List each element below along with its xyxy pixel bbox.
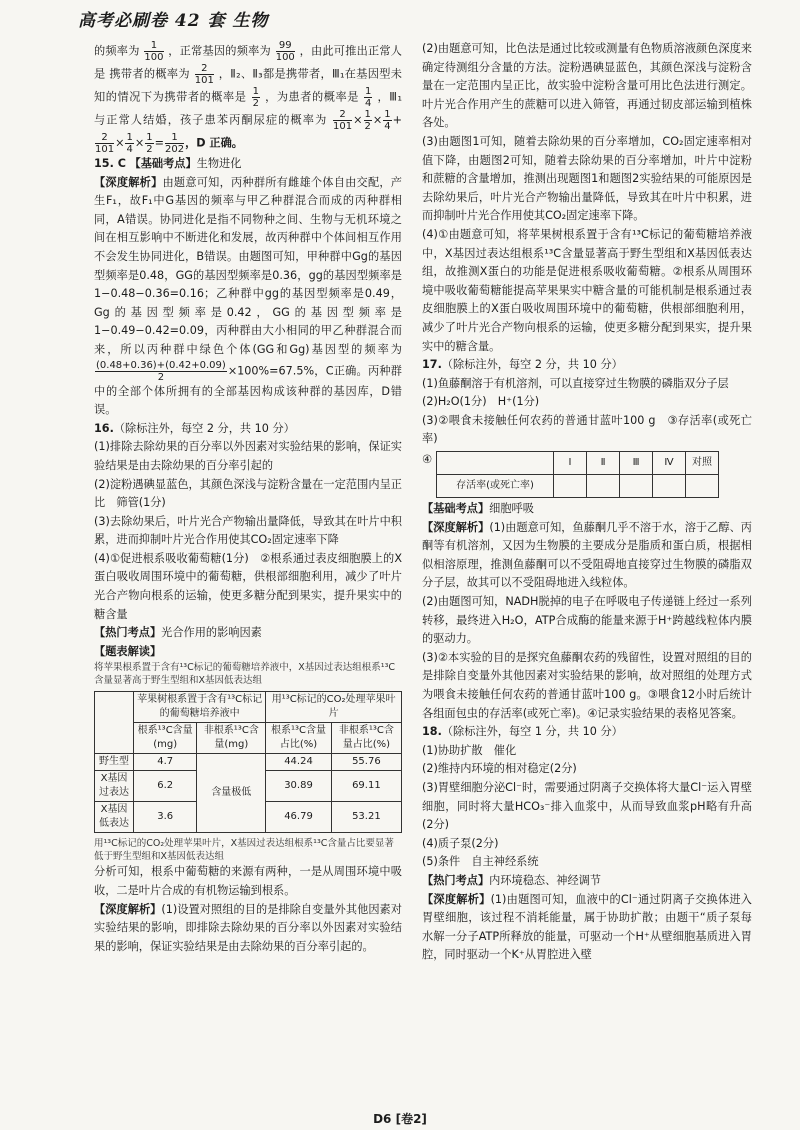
q17-deep-3: (3)②本实验的目的是探究鱼藤酮农药的残留性，设置对照组的目的是排除自变量外其他因素对实验结果的影响，故对照组的处理方式为喂食未接触任何农药的普通甘蓝叶100 g。③喂食12小时后统计各组面包虫的存活率(或死亡率)。④记录实验结果的表格见答案。 xyxy=(422,650,752,720)
fraction: $\frac{1}{2}$ xyxy=(364,109,371,132)
q16-deep: 【深度解析】(1)设置对照组的目的是排除自变量外其他因素对实验结果的影响，即排除去除幼果的百分率以外因素对实验结果的影响，保证实验结果是由去除幼果的百分率引起的。 xyxy=(94,902,402,953)
q15: 15. C 【基础考点】生物进化 【深度解析】由题意可知，丙种群所有雌雄个体自由交配，产生F₁，故F₁中G基因的频率与甲乙种群混合而成的丙种群相同，A错误。协同进化是指不同物种之间、生物与无机环境之间在相互影响中不断进化和发展，故丙种群中个体间相互作用不会发生协同进化，B错误。由题图可知，甲种群中Gg的基因型频率是0.48，GG的基因型频率是0.36，gg的基因型频率是1−0.48−0.36=0.16；乙种群中gg的基因型频率是0.49，Gg的基因型频率是0.42，GG的基因型频率是1−0.49−0.42=0.09，丙种群由大小相同的甲乙种群混合而来，所以丙种群中绿色个体(GG和Gg)基因型的频率为 $\frac{(0.48+0.36)+(0.42+0.09)}{2}$ ×100%=67.5%，C正确。丙种群中的全部个体所拥有的全部基因构成该种群的基因库，D错误。 xyxy=(94,157,402,417)
book-title: 高考必刷卷 42 套 生物 xyxy=(78,11,269,31)
q16-deep-3: (3)由题图1可知，随着去除幼果的百分率增加，CO₂固定速率相对值下降，由题图2可知，随着去除幼果的百分率增加，叶片中淀粉和蔗糖的含量增加，推测出现题图1和题图2实验结果的可能原因是去除幼果后，叶片光合产物输出量降低，导致其在叶片中积累，进而抑制叶片光合作用使其CO₂固定速率下降。 xyxy=(422,134,752,223)
q16-analysis: 分析可知，根系中葡萄糖的来源有两种，一是从周围环境中吸收，二是叶片合成的有机物运输到根系。 xyxy=(94,865,402,898)
fraction: $\frac{1}{100}$ xyxy=(144,40,164,63)
fraction: $\frac{1}{2}$ xyxy=(252,86,259,109)
right-column xyxy=(422,40,752,965)
fraction: $\frac{2}{101}$ xyxy=(194,63,214,86)
q17-basic: 【基础考点】细胞呼吸 xyxy=(422,502,534,516)
q14-tail: 的频率为 $\frac{1}{100}$ ，正常基因的频率为 $\frac{99}{100}$ ，由此可推出正常人是 携带者的概率为 $\frac{2}{101}$ ，Ⅱ₂、Ⅱ₃都是携带者，Ⅲ₁在基因型未 知的情况下为携带者的概率是 $\frac{1}{2}$ ，为患者的概率是 $\frac{1}{4}$ ，Ⅲ₁ 与正常人结婚，孩子患苯丙酮尿症的概率为 $\frac{2}{101}$ × $\frac{1}{2}$ × $\frac{1}{4}$ + $\frac{2}{101}$ × $\frac{1}{4}$ × $\frac{1}{2}$ = $\frac{1}{202}$ ，D 正确。 xyxy=(94,40,403,155)
tag-deep: 【深度解析】 xyxy=(94,175,163,189)
q16-read: 【题表解读】 xyxy=(94,644,162,658)
fraction: $\frac{1}{4}$ xyxy=(365,86,372,109)
fraction: $\frac{1}{4}$ xyxy=(384,109,391,132)
q18-answer-3: (3)胃壁细胞分泌Cl⁻时，需要通过阴离子交换体将大量Cl⁻运入胃壁细胞，同时将大量HCO₃⁻排入血浆中，从而导致血浆pH略有升高(2分) xyxy=(422,780,752,832)
q17-answer-2: (2)H₂O(1分) H⁺(1分) xyxy=(422,395,540,409)
table-row: 野生型 4.7 含量极低 44.24 55.76 xyxy=(95,754,402,771)
data-table-wrap xyxy=(94,691,402,833)
q18-answer-1: (1)协助扩散 催化 xyxy=(422,743,517,757)
fraction: $\frac{1}{202}$ xyxy=(164,132,185,155)
tag-basic: 【基础考点】 xyxy=(129,157,197,170)
table-row: X基因过表达 6.2 30.89 69.11 xyxy=(95,771,402,802)
q16-answer-1: (1)排除去除幼果的百分率以外因素对实验结果的影响，保证实验结果是由去除幼果的百分率引起的 xyxy=(94,440,402,472)
fraction: $\frac{99}{100}$ xyxy=(275,40,295,63)
q16-deep-4: (4)①由题意可知，将苹果树根系置于含有¹³C标记的葡萄糖培养液中，X基因过表达组根系¹³C含量显著高于野生型组和X基因低表达组，故推测X蛋白的功能是促进根系吸收葡萄糖。②根系从周围环境中吸收葡萄糖能提高苹果果实中糖含量的可能机制是根系通过表皮细胞膜上的X蛋白吸收周围环境中的葡萄糖，供根部细胞利用，减少了叶片光合产物向根系的运输，使更多糖分配到果实，提升果实中的糖含量。 xyxy=(422,227,752,353)
fraction: $\frac{2}{101}$ xyxy=(95,132,115,155)
q16-answer-2: (2)淀粉遇碘显蓝色，其颜色深浅与淀粉含量在一定范围内呈正比 筛管(1分) xyxy=(94,477,402,510)
q16-answer-4: (4)①促进根系吸收葡萄糖(1分) ②根系通过表皮细胞膜上的X蛋白吸收周围环境中的葡萄糖，供根部细胞利用，减少了叶片光合产物向根系的运输，使更多糖分配到果实，提升果实中的糖含量 xyxy=(94,551,402,621)
q15-number: 15. C xyxy=(94,157,126,170)
q15-body: 由题意可知，丙种群所有雌雄个体自由交配，产生F₁，故F₁中G基因的频率与甲乙种群混合而成的丙种群相同，A错误。协同进化是指不同物种之间、生物与无机环境之间在相互影响中不断进化和发展，故丙种群中个体间相互作用不会发生协同进化，B错误。由题图可知，甲种群中Gg的基因型频率是0.48，GG的基因型频率是0.36，gg的基因型频率是1−0.48−0.36=0.16；乙种群中gg的基因型频率是0.49，Gg的基因型频率是0.42，GG的基因型频率是1−0.49−0.42=0.09，丙种群由大小相同的甲乙种群混合而来，所以丙种群中绿色个体(GG和Gg)基因型的频率为 xyxy=(94,175,402,356)
q17-deep-1: 【深度解析】(1)由题意可知，鱼藤酮几乎不溶于水，溶于乙醇、丙酮等有机溶剂，又因为生物膜的主要成分是脂质和蛋白质，根据相似相溶原理，推测鱼藤酮可以不受阻碍地直接穿过生物膜的磷脂双分子层，故其可以不受阻碍地进入线粒体。 xyxy=(422,520,752,590)
fraction: $\frac{1}{2}$ xyxy=(146,132,153,155)
q17-answer-1: (1)鱼藤酮溶于有机溶剂，可以直接穿过生物膜的磷脂双分子层 xyxy=(422,376,729,390)
fraction: $\frac{1}{4}$ xyxy=(126,132,133,155)
q18-answer-5: (5)条件 自主神经系统 xyxy=(422,855,539,869)
q16-hot: 【热门考点】光合作用的影响因素 xyxy=(94,626,262,640)
q16-answer-3: (3)去除幼果后，叶片光合产物输出量降低，导致其在叶片中积累，进而抑制叶片光合作用使其CO₂固定速率下降 xyxy=(94,514,402,547)
data-table: 苹果树根系置于含有¹³C标记的葡萄糖培养液中 用¹³C标记的CO₂处理苹果叶片 根系¹³C含量(mg) 非根系¹³C含量(mg) 根系¹³C含量占比(%) 非根系¹³C含量占比(%) 野生型 4.7 含量极低 44.24 55.76 X基因过表达 6.2 30.89 69.11 X基因低表达 3.6 46.79 53.21 xyxy=(94,691,402,833)
q18-hot: 【热门考点】内环境稳态、神经调节 xyxy=(422,873,602,887)
result-table: Ⅰ Ⅱ Ⅲ Ⅳ 对照 存活率(或死亡率) xyxy=(436,451,719,498)
page-number: D6 [卷2] xyxy=(373,1112,427,1126)
q18-answer-4: (4)质子泵(2分) xyxy=(422,836,499,850)
table-note-bottom: 用¹³C标记的CO₂处理苹果叶片，X基因过表达组根系¹³C含量占比要显著低于野生型组和X基因低表达组 xyxy=(94,838,394,863)
q17-deep-2: (2)由题图可知，NADH脱掉的电子在呼吸电子传递链上经过一系列转移，最终进入H₂O，ATP合成酶的能量来源于H⁺跨越线粒体内膜的驱动力。 xyxy=(422,595,752,646)
q18-deep: 【深度解析】(1)由题图可知，血液中的Cl⁻通过阴离子交换体进入胃壁细胞，该过程不消耗能量，属于协助扩散；由题干“质子泵每水解一分子ATP所释放的能量，可驱动一个H⁺从壁细胞基质进入胃腔，同时驱动一个K⁺从胃腔进入壁 xyxy=(422,892,752,962)
q17-head: 17.（除标注外，每空 2 分，共 10 分） xyxy=(422,358,623,372)
table-note-top: 将苹果根系置于含有¹³C标记的葡萄糖培养液中，X基因过表达组根系¹³C含量显著高于野生型组和X基因低表达组 xyxy=(94,662,396,687)
left-column xyxy=(94,40,402,956)
q17-answer-3: (3)②喂食未接触任何农药的普通甘蓝叶100 g ③存活率(或死亡率) xyxy=(422,413,752,446)
q18-head: 18.（除标注外，每空 1 分，共 10 分） xyxy=(422,725,623,739)
q16-head: 16.（除标注外，每空 2 分，共 10 分） xyxy=(94,421,295,435)
table-row: X基因低表达 3.6 46.79 53.21 xyxy=(95,802,402,833)
q18-answer-2: (2)维持内环境的相对稳定(2分) xyxy=(422,762,577,776)
fraction: $\frac{2}{101}$ xyxy=(333,109,353,132)
fraction: $\frac{(0.48+0.36)+(0.42+0.09)}{2}$ xyxy=(96,359,226,383)
q16-deep-2: (2)由题意可知，比色法是通过比较或测量有色物质溶液颜色深度来确定待测组分含量的方法。淀粉遇碘显蓝色，其颜色深浅与淀粉含量在一定范围内呈正比，故实验中淀粉含量可用比色法进行测定。叶片光合作用产生的蔗糖可以进入筛管，再通过韧皮部运输到植株各处。 xyxy=(422,42,752,130)
q17-answer-4: ④ Ⅰ Ⅱ Ⅲ Ⅳ 对照 存活率(或死亡率) xyxy=(422,451,752,498)
